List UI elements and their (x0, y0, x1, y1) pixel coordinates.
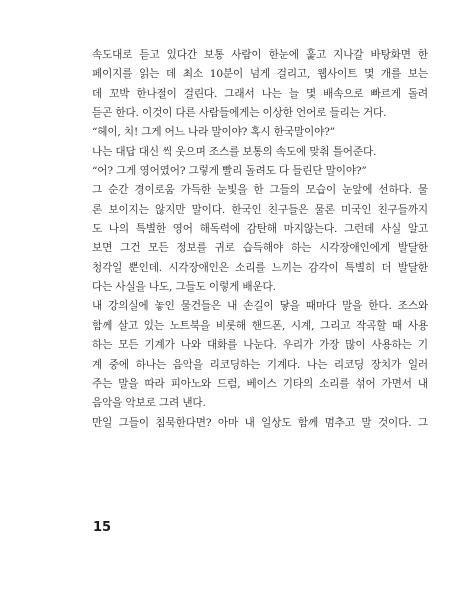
text-line: 주는 말을 따라 피아노와 드럼, 베이스 기타의 소리를 섞어 가면서 내 (92, 377, 428, 390)
text-line: 듣곤 한다. 이것이 다른 사람들에게는 이상한 언어로 들리는 거다. (92, 107, 387, 120)
text-line: 데 꼬박 한나절이 걸린다. 그래서 나는 늘 몇 배속으로 빠르게 돌려 (92, 87, 428, 100)
text-line: 그 순간 경이로움 가득한 눈빛을 한 그들의 모습이 눈앞에 선하다. 물 (92, 184, 428, 197)
text-line: 내 강의실에 놓인 물건들은 내 손길이 닿을 때마다 말을 한다. 조스와 (92, 300, 428, 313)
text-line: “헤이, 치! 그게 어느 나라 말이야? 혹시 한국말이야?” (92, 126, 336, 139)
page-number: 15 (93, 520, 112, 535)
text-line: 함께 살고 있는 노트북을 비롯해 핸드폰, 시계, 그리고 작곡할 때 사용 (92, 319, 428, 332)
body-text (92, 46, 428, 433)
text-line: 만일 그들이 침묵한다면? 아마 내 일상도 함께 멈추고 말 것이다. 그 (92, 416, 428, 429)
text-line: 론 보이지는 않지만 말이다. 한국인 친구들은 물론 미국인 친구들까지 (92, 203, 428, 216)
text-line: 다는 사실을 나도, 그들도 이렇게 배운다. (92, 281, 276, 294)
text-line: 청각일 뿐인데. 시각장애인은 소리를 느끼는 감각이 특별히 더 발달한 (92, 261, 428, 274)
text-line: 음악을 악보로 그려 낸다. (92, 397, 206, 410)
text-line: 페이지를 읽는 데 최소 10분이 넘게 걸리고, 웹사이트 몇 개를 보는 (92, 68, 428, 81)
text-line: 계 중에 하나는 음악을 리코딩하는 기계다. 나는 리코딩 장치가 일러 (92, 358, 428, 371)
text-line: 도 나의 특별한 영어 해독력에 감탄해 마지않는다. 그런데 사실 알고 (92, 223, 428, 236)
text-line: 나는 대답 대신 씩 웃으며 조스를 보통의 속도에 맞춰 틀어준다. (92, 145, 377, 158)
text-line: 보면 그건 모든 정보를 귀로 습득해야 하는 시각장애인에게 발달한 (92, 242, 428, 255)
text-line: 속도대로 듣고 있다간 보통 사람이 한눈에 훑고 지나갈 바탕화면 한 (92, 49, 428, 61)
text-line: “어? 그게 영어였어? 그렇게 빨리 돌려도 다 들린단 말이야?” (92, 165, 367, 178)
text-line: 하는 모든 기계가 나와 대화를 나눈다. 우리가 가장 많이 사용하는 기 (92, 339, 428, 352)
